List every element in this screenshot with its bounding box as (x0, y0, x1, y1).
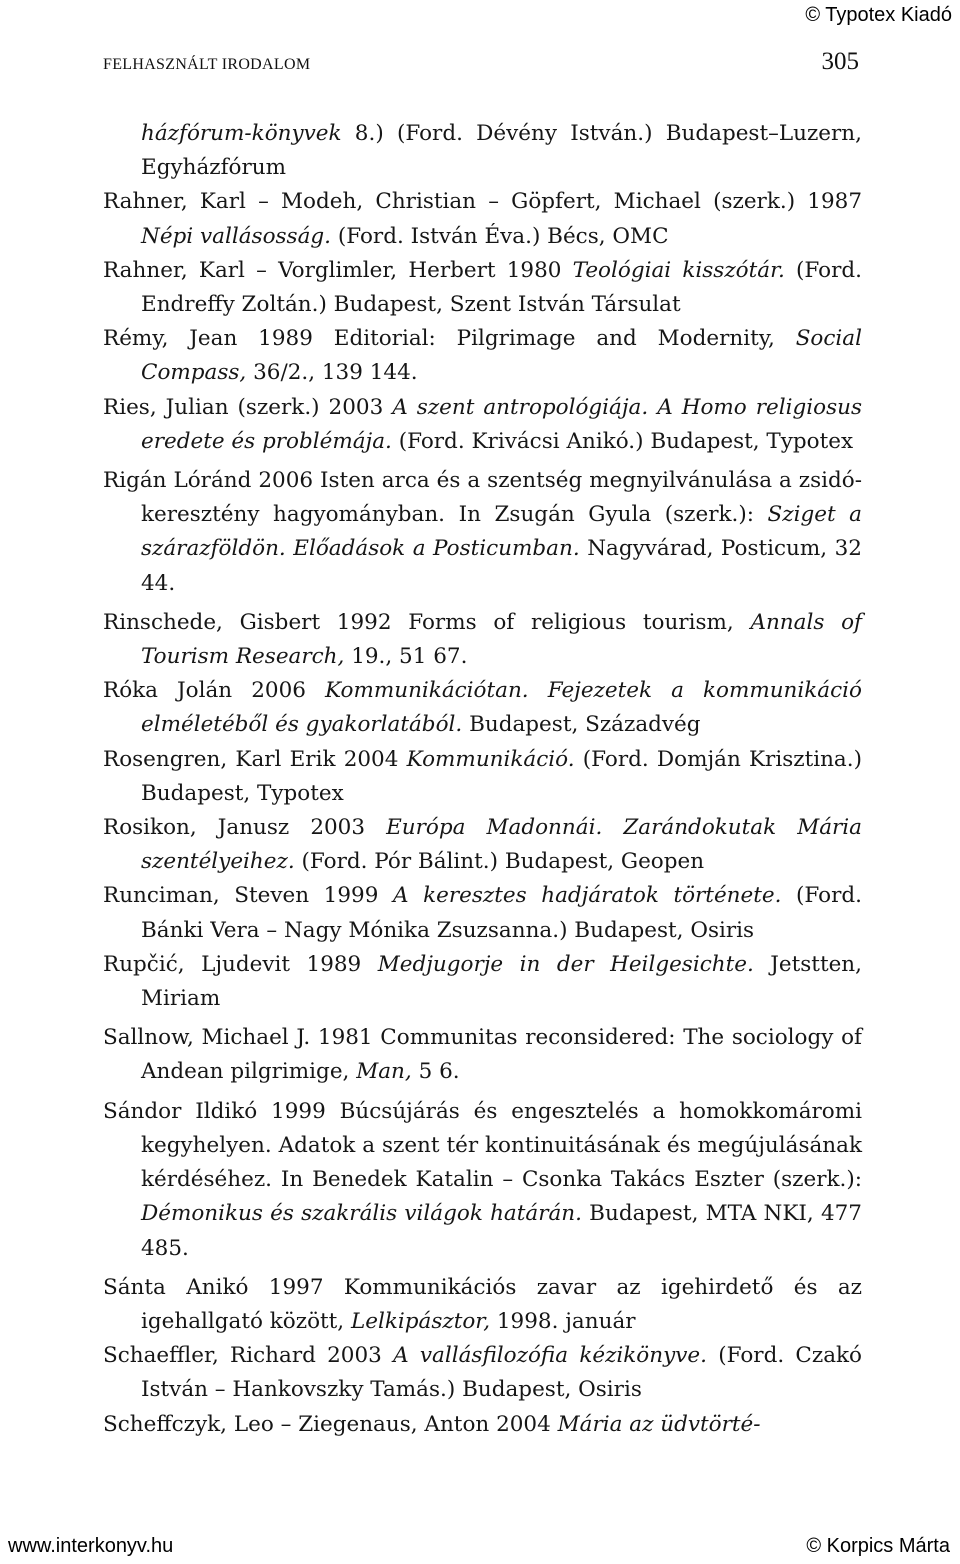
entry-title: A vallásfilozófia kézikönyve. (393, 1343, 707, 1369)
entry-author: Rémy, Jean 1989 Editorial: Pilgrimage and Modernity, (103, 326, 796, 352)
running-title: FELHASZNÁLT IRODALOM (103, 56, 311, 73)
bibliography-entry (103, 674, 862, 742)
entry-publication: Nagyvárad, Posticum, 32 44. (141, 536, 862, 596)
entry-title: házfórum-könyvek (141, 121, 342, 146)
entry-publication: (Ford. Domján Krisztina.) Budapest, Typotex (141, 746, 862, 806)
entry-publication: 1998. január (490, 1308, 636, 1334)
entry-title: Kommunikáció. (406, 746, 575, 772)
bibliography-entry (103, 322, 862, 390)
entry-author: Sándor Ildikó 1999 Búcsújárás és engesztelés a homokkomáromi kegyhelyen. Adatok a szent tér kontinuitásának és megújulásának kérdéséhez. In Benedek Katalin – Csonka Takács Eszter (szerk.): (103, 1098, 862, 1193)
entry-title: Kommunikációtan. Fejezetek a kommunikáció elméletéből és gyakorlatából. (141, 678, 862, 738)
entry-publication: Jetstten, Miriam (141, 951, 862, 1012)
entry-publication: 5 6. (411, 1059, 460, 1085)
entry-author: Scheffczyk, Leo – Ziegenaus, Anton 2004 (103, 1411, 558, 1437)
page-header (103, 48, 859, 78)
entry-author: Rahner, Karl – Modeh, Christian – Göpfert, Michael (szerk.) 1987 (103, 189, 862, 215)
bibliography-entry (103, 1408, 862, 1442)
bibliography-entry (103, 1021, 862, 1089)
entry-author: Róka Jolán 2006 (103, 678, 326, 704)
entry-publication: (Ford. Endreffy Zoltán.) Budapest, Szent István Társulat (141, 257, 862, 318)
bibliography-entry (103, 606, 862, 674)
bibliography-entry (103, 391, 862, 459)
entry-title: Európa Madonnái. Zarándokutak Mária szentélyeihez. (141, 815, 862, 875)
entry-author: Rosikon, Janusz 2003 (103, 815, 387, 841)
entry-publication: Budapest, MTA NKI, 477 485. (141, 1201, 862, 1261)
bibliography-entry (103, 811, 862, 879)
bibliography-entry (103, 464, 862, 601)
entry-title: Lelkipásztor, (350, 1308, 491, 1334)
entry-title: Mária az üdvtörté- (557, 1411, 761, 1437)
entry-author: Rupčić, Ljudevit 1989 (103, 951, 378, 977)
bibliography-entry (103, 117, 862, 185)
entry-author: Ries, Julian (szerk.) 2003 (103, 394, 393, 420)
entry-publication: Budapest, Századvég (462, 712, 701, 738)
bibliography-entry (103, 254, 862, 322)
bibliography-entry (103, 1271, 862, 1339)
entry-title: A keresztes hadjáratok története. (393, 883, 782, 909)
entry-publication: 36/2., 139 144. (246, 360, 418, 386)
bibliography-entry (103, 1339, 862, 1407)
entry-title: A szent antropológiája. A Homo religiosus eredete és problémája. (141, 394, 863, 454)
entry-author: Sallnow, Michael J. 1981 Communitas reconsidered: The sociology of Andean pilgrimige, (103, 1025, 862, 1085)
entry-publication: (Ford. István Éva.) Bécs, OMC (331, 223, 669, 249)
publisher-watermark: © Typotex Kiadó (805, 4, 952, 26)
bibliography-entry (103, 743, 862, 811)
bibliography-entry (103, 948, 862, 1016)
footer-website: www.interkonyv.hu (8, 1535, 174, 1557)
entry-title: Démonikus és szakrális világok határán. (141, 1201, 582, 1227)
bibliography-entry (103, 185, 862, 253)
entry-text: 8.) (Ford. Dévény István.) Budapest–Luzern, Egyházfórum (141, 121, 862, 181)
entry-publication: (Ford. Krivácsi Anikó.) Budapest, Typotex (391, 428, 854, 454)
entry-title: Social Compass, (141, 326, 862, 386)
entry-author: Runciman, Steven 1999 (103, 883, 393, 909)
entry-publication: (Ford. Czakó István – Hankovszky Tamás.) Budapest, Osiris (141, 1343, 863, 1403)
bibliography-entry (103, 879, 862, 947)
entry-author: Rosengren, Karl Erik 2004 (103, 746, 407, 772)
entry-author: Schaeffler, Richard 2003 (103, 1343, 394, 1369)
entry-author: Rahner, Karl – Vorglimler, Herbert 1980 (103, 257, 573, 283)
entry-author: Sánta Anikó 1997 Kommunikációs zavar az igehirdető és az igehallgató között, (103, 1274, 862, 1334)
entry-title: Annals of Tourism Research, (141, 609, 863, 670)
entry-author: Rinschede, Gisbert 1992 Forms of religious tourism, (103, 609, 751, 635)
bibliography-list (103, 117, 862, 1442)
entry-title: Sziget a szárazföldön. Előadások a Posticumban. (141, 502, 862, 562)
page-number: 305 (821, 48, 859, 75)
bibliography-entry (103, 1095, 862, 1266)
entry-publication: (Ford. Bánki Vera – Nagy Mónika Zsuzsanna.) Budapest, Osiris (141, 883, 862, 943)
entry-publication: (Ford. Pór Bálint.) Budapest, Geopen (294, 849, 705, 875)
entry-title: Medjugorje in der Heilgesichte. (377, 951, 754, 977)
entry-title: Teológiai kisszótár. (572, 257, 785, 283)
entry-author: Rigán Lóránd 2006 Isten arca és a szentség megnyilvánulása a zsidó-keresztény hagyományban. In Zsugán Gyula (szerk.): (103, 468, 862, 528)
entry-title: Man, (356, 1059, 412, 1085)
entry-publication: 19., 51 67. (344, 644, 468, 670)
entry-title: Népi vallásosság. (141, 223, 332, 249)
footer-copyright: © Korpics Márta (806, 1535, 950, 1557)
